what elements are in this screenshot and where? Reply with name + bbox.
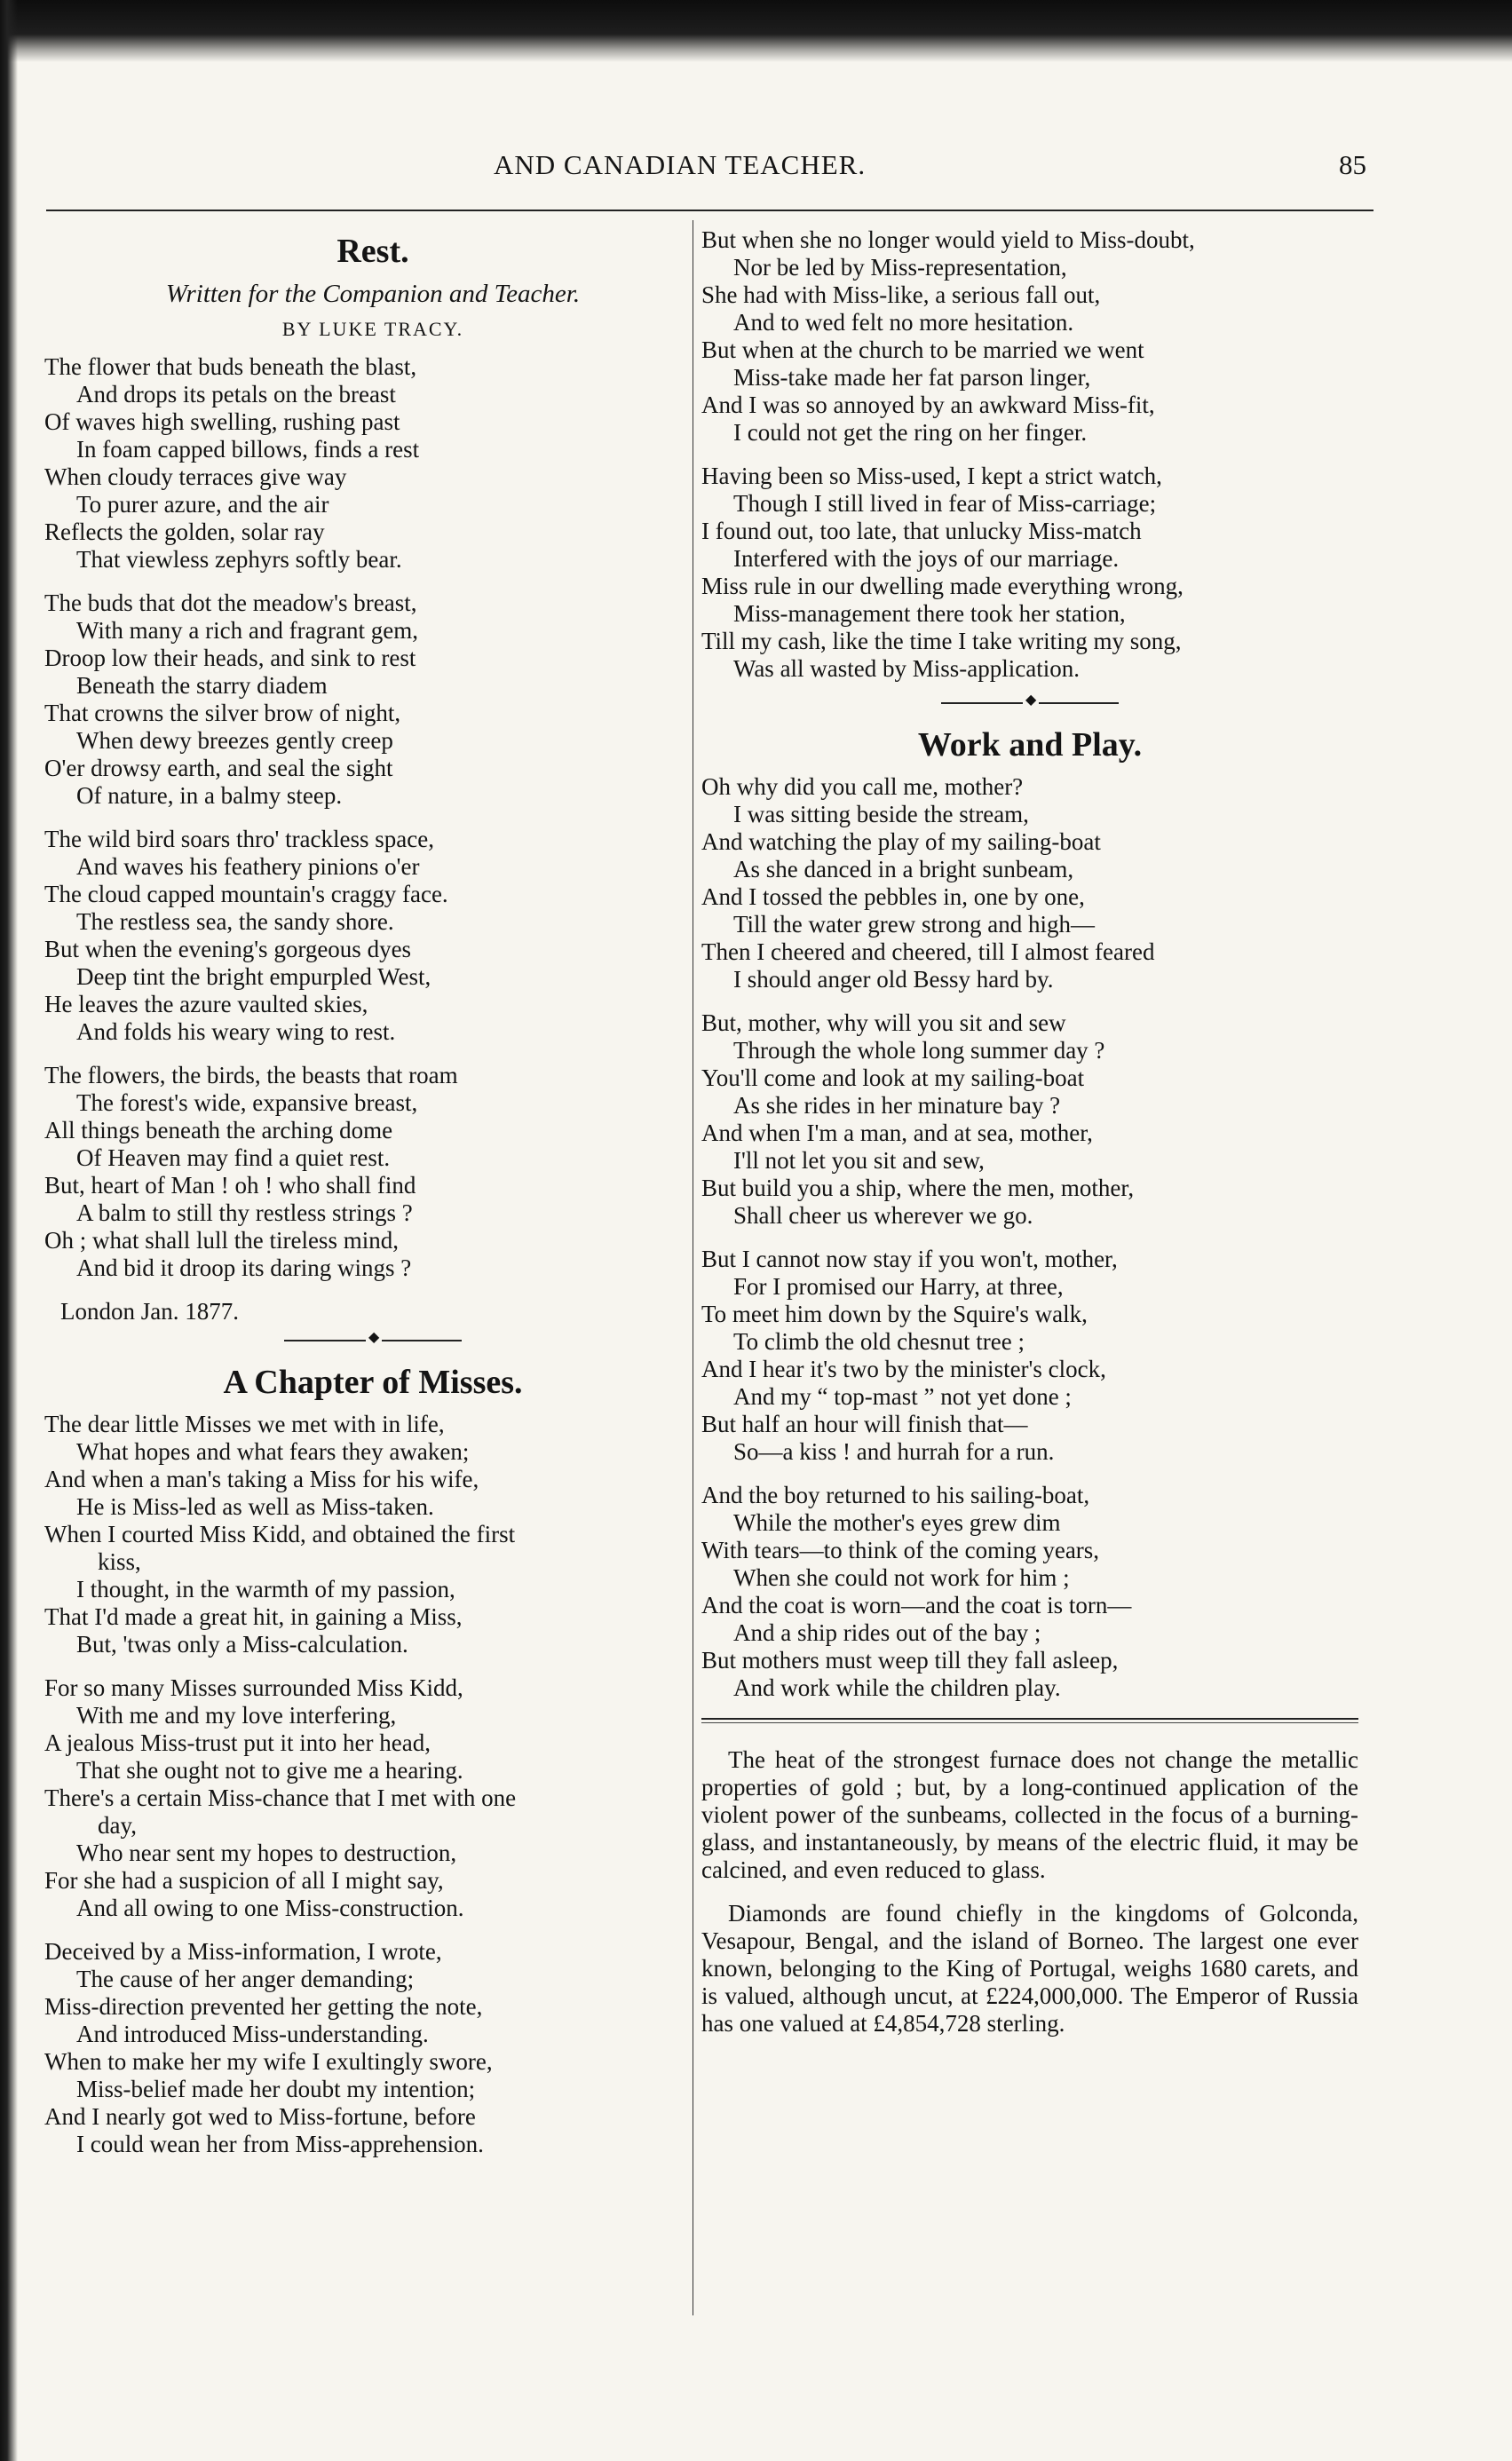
verse-line: And a ship rides out of the bay ; (733, 1619, 1041, 1646)
verse-line: But, 'twas only a Miss-calculation. (76, 1631, 408, 1658)
verse-line: Droop low their heads, and sink to rest (44, 645, 416, 671)
verse-line: That I'd made a great hit, in gaining a Miss, (44, 1603, 463, 1630)
stanza (701, 1009, 1358, 1230)
verse-line: You'll come and look at my sailing-boat (701, 1064, 1085, 1091)
verse-line: To purer azure, and the air (76, 491, 329, 518)
verse-line: Miss-direction prevented her getting the note, (44, 1993, 483, 2020)
verse-line: So—a kiss ! and hurrah for a run. (733, 1438, 1055, 1465)
verse-line: I could not get the ring on her finger. (733, 419, 1088, 446)
verse-line: But when she no longer would yield to Miss-doubt, (701, 226, 1195, 253)
verse-line: But half an hour will finish that— (701, 1411, 1028, 1437)
verse-line: I thought, in the warmth of my passion, (76, 1576, 455, 1602)
verse-line: With tears—to think of the coming years, (701, 1537, 1100, 1563)
verse-line: Of Heaven may find a quiet rest. (76, 1144, 391, 1171)
verse-line: Reflects the golden, solar ray (44, 518, 325, 545)
verse-line: And I hear it's two by the minister's clock, (701, 1356, 1106, 1382)
stanza (701, 1246, 1358, 1466)
page-left-edge (0, 0, 18, 2461)
verse-line: And waves his feathery pinions o'er (76, 853, 420, 880)
verse-line: Who near sent my hopes to destruction, (76, 1840, 457, 1866)
verse-line: Oh ; what shall lull the tireless mind, (44, 1227, 399, 1254)
verse-line: Nor be led by Miss-representation, (733, 254, 1067, 281)
verse-line: While the mother's eyes grew dim (733, 1509, 1061, 1536)
verse-line: As she danced in a bright sunbeam, (733, 856, 1074, 882)
verse-line: With many a rich and fragrant gem, (76, 617, 419, 644)
verse-line: For I promised our Harry, at three, (733, 1273, 1064, 1300)
poem-dateline: London Jan. 1877. (60, 1298, 239, 1325)
verse-line: What hopes and what fears they awaken; (76, 1438, 470, 1465)
stanza (701, 1482, 1358, 1702)
verse-line: I was sitting beside the stream, (733, 801, 1029, 827)
poem-subtitle: Written for the Companion and Teacher. (165, 280, 581, 308)
verse-line: Having been so Miss-used, I kept a strict watch, (701, 463, 1162, 489)
verse-line: He leaves the azure vaulted skies, (44, 991, 368, 1017)
page-top-edge (0, 0, 1512, 62)
verse-line: When I courted Miss Kidd, and obtained the first (44, 1521, 516, 1547)
verse-line: I'll not let you sit and sew, (733, 1147, 985, 1174)
verse-line: Miss-management there took her station, (733, 600, 1126, 627)
verse-line: He is Miss-led as well as Miss-taken. (76, 1493, 434, 1520)
section-ornament (284, 1336, 462, 1345)
verse-line: O'er drowsy earth, and seal the sight (44, 755, 393, 781)
verse-line: The buds that dot the meadow's breast, (44, 590, 417, 616)
verse-line: The restless sea, the sandy shore. (76, 908, 394, 935)
verse-line: For she had a suspicion of all I might say, (44, 1867, 444, 1894)
verse-line: The wild bird soars thro' trackless space, (44, 826, 434, 852)
verse-line: A jealous Miss-trust put it into her head, (44, 1729, 431, 1756)
verse-line: The forest's wide, expansive breast, (76, 1089, 418, 1116)
poem-chapter-of-misses (44, 1363, 701, 2158)
stanza (44, 1062, 701, 1282)
verse-line: And my “ top-mast ” not yet done ; (733, 1383, 1072, 1410)
page-number: 85 (1339, 149, 1366, 180)
verse-line: And I tossed the pebbles in, one by one, (701, 883, 1085, 910)
verse-line: Though I still lived in fear of Miss-carriage; (733, 490, 1157, 517)
verse-line: To meet him down by the Squire's walk, (701, 1301, 1088, 1327)
poem-title: Rest. (336, 233, 409, 270)
verse-line: That viewless zephyrs softly bear. (76, 546, 402, 573)
poem-rest (44, 232, 701, 1325)
verse-line: Oh why did you call me, mother? (701, 773, 1024, 800)
page-header (0, 149, 1512, 188)
verse-line: Deceived by a Miss-information, I wrote, (44, 1938, 442, 1965)
verse-line: And I was so annoyed by an awkward Miss-fit, (701, 392, 1155, 418)
verse-line: To climb the old chesnut tree ; (733, 1328, 1025, 1355)
verse-line: Till my cash, like the time I take writing my song, (701, 628, 1182, 654)
section-rule (701, 1718, 1358, 1723)
stanza (44, 353, 701, 574)
verse-line: And introduced Miss-understanding. (76, 2021, 429, 2047)
verse-line: Then I cheered and cheered, till I almost feared (701, 938, 1155, 965)
poem-body (44, 353, 701, 1282)
running-title: AND CANADIAN TEACHER. (494, 149, 867, 180)
prose-paragraph-diamonds: Diamonds are found chiefly in the kingdoms of Golconda, Vesapour, Bengal, and the island of Borneo. The largest one ever known, belonging to the King of Portugal, weighs 1680 carets, and is valued, although uncut, at £224,000,000. The Emperor of Russia has one valued at £4,854,728 sterling. (701, 1900, 1358, 2037)
verse-line: Shall cheer us wherever we go. (733, 1202, 1033, 1229)
verse-line: Through the whole long summer day ? (733, 1037, 1105, 1064)
verse-line: Miss-belief made her doubt my intention; (76, 2076, 476, 2102)
right-column (701, 226, 1358, 2053)
verse-line: I found out, too late, that unlucky Miss-match (701, 518, 1142, 544)
verse-line: Of waves high swelling, rushing past (44, 408, 400, 435)
verse-line: As she rides in her minature bay ? (733, 1092, 1061, 1119)
verse-line: And the coat is worn—and the coat is torn— (701, 1592, 1132, 1618)
verse-line: Miss-take made her fat parson linger, (733, 364, 1091, 391)
verse-line: When cloudy terraces give way (44, 463, 347, 490)
stanza (44, 826, 701, 1046)
verse-line: When to make her my wife I exultingly swore, (44, 2048, 493, 2075)
verse-line: And the boy returned to his sailing-boat, (701, 1482, 1090, 1508)
verse-line: Was all wasted by Miss-application. (733, 655, 1080, 682)
verse-line: There's a certain Miss-chance that I met with one (44, 1784, 517, 1811)
verse-line: But mothers must weep till they fall asleep, (701, 1647, 1119, 1674)
poem-work-and-play (701, 725, 1358, 1702)
verse-line: And watching the play of my sailing-boat (701, 828, 1101, 855)
verse-line: That crowns the silver brow of night, (44, 700, 401, 726)
verse-line: She had with Miss-like, a serious fall out, (701, 281, 1101, 308)
verse-line: Miss rule in our dwelling made everything wrong, (701, 573, 1183, 599)
verse-line: And when a man's taking a Miss for his wife, (44, 1466, 479, 1492)
verse-line: And work while the children play. (733, 1674, 1061, 1701)
verse-line: But when at the church to be married we went (701, 336, 1144, 363)
verse-line: day, (98, 1812, 137, 1839)
verse-line: And to wed felt no more hesitation. (733, 309, 1074, 336)
verse-line: The flowers, the birds, the beasts that roam (44, 1062, 458, 1088)
stanza (701, 226, 1358, 447)
verse-line: With me and my love interfering, (76, 1702, 397, 1729)
verse-line: But build you a ship, where the men, mother, (701, 1175, 1135, 1201)
stanza (701, 773, 1358, 993)
verse-line: And I nearly got wed to Miss-fortune, before (44, 2103, 476, 2130)
verse-line: The dear little Misses we met with in life, (44, 1411, 445, 1437)
poem-byline: BY LUKE TRACY. (281, 318, 464, 340)
prose-notes (701, 1746, 1358, 2038)
verse-line: A balm to still thy restless strings ? (76, 1199, 413, 1226)
stanza (44, 1938, 701, 2158)
poem-chapter-of-misses-continued (701, 226, 1358, 683)
poem-title: Work and Play. (917, 726, 1143, 764)
stanza (44, 590, 701, 810)
verse-line: But, mother, why will you sit and sew (701, 1009, 1066, 1036)
header-rule (46, 210, 1373, 211)
verse-line: And folds his weary wing to rest. (76, 1018, 396, 1045)
verse-line: Interfered with the joys of our marriage. (733, 545, 1120, 572)
verse-line: I should anger old Bessy hard by. (733, 966, 1054, 993)
section-ornament (941, 699, 1119, 708)
verse-line: The cloud capped mountain's craggy face. (44, 881, 448, 907)
left-column (44, 226, 701, 2174)
verse-line: Of nature, in a balmy steep. (76, 782, 343, 809)
verse-line: Deep tint the bright empurpled West, (76, 963, 431, 990)
poem-title: A Chapter of Misses. (223, 1364, 523, 1401)
verse-line: In foam capped billows, finds a rest (76, 436, 420, 463)
verse-line: And when I'm a man, and at sea, mother, (701, 1120, 1093, 1146)
verse-line: All things beneath the arching dome (44, 1117, 393, 1143)
stanza (701, 463, 1358, 683)
poem-body (701, 773, 1358, 1702)
verse-line: And all owing to one Miss-construction. (76, 1895, 464, 1921)
verse-line: And bid it droop its daring wings ? (76, 1254, 412, 1281)
stanza (44, 1411, 701, 1658)
poem-body (44, 1411, 701, 2158)
verse-line: Beneath the starry diadem (76, 672, 328, 699)
verse-line: When she could not work for him ; (733, 1564, 1070, 1591)
verse-line: kiss, (98, 1548, 141, 1575)
verse-line: But, heart of Man ! oh ! who shall find (44, 1172, 416, 1199)
verse-line: But when the evening's gorgeous dyes (44, 936, 412, 962)
verse-line: And drops its petals on the breast (76, 381, 396, 408)
verse-line: But I cannot now stay if you won't, mother, (701, 1246, 1118, 1272)
verse-line: The flower that buds beneath the blast, (44, 353, 417, 380)
verse-line: Till the water grew strong and high— (733, 911, 1095, 938)
verse-line: For so many Misses surrounded Miss Kidd, (44, 1674, 463, 1701)
stanza (44, 1674, 701, 1922)
verse-line: When dewy breezes gently creep (76, 727, 393, 754)
prose-paragraph-gold: The heat of the strongest furnace does not change the metallic properties of gold ; but, by a long-continued application of the violent power of the sunbeams, collected in the focus of a burning-glass, and instantaneously, by means of the electric fluid, it may be calcined, and even reduced to glass. (701, 1746, 1358, 1883)
verse-line: I could wean her from Miss-apprehension. (76, 2131, 484, 2157)
verse-line: The cause of her anger demanding; (76, 1966, 415, 1992)
verse-line: That she ought not to give me a hearing. (76, 1757, 463, 1784)
poem-body (701, 226, 1358, 683)
